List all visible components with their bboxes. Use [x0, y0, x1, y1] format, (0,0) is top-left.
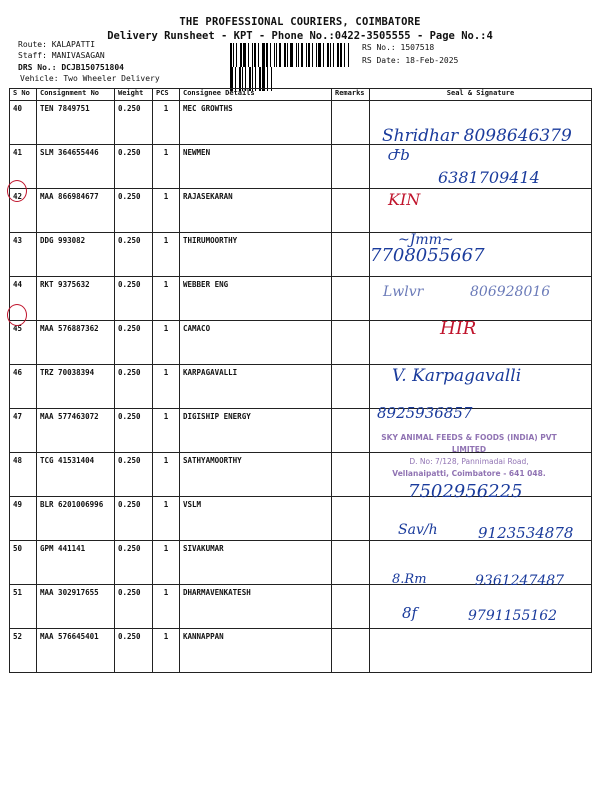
cell-consignee: KANNAPPAN — [180, 629, 332, 673]
cell-weight: 0.250 — [115, 365, 153, 409]
cell-consignment: MAA 577463072 — [37, 409, 115, 453]
rs-number: RS No.: 1507518 — [362, 43, 435, 52]
cell-remarks — [332, 189, 370, 233]
cell-remarks — [332, 453, 370, 497]
barcode-bar — [284, 43, 286, 67]
cell-sno: 52 — [10, 629, 37, 673]
barcode-bar — [340, 43, 342, 67]
mark-row45: HIR — [440, 318, 477, 339]
cell-sno: 43 — [10, 233, 37, 277]
cell-pcs: 1 — [153, 233, 180, 277]
header-remarks: Remarks — [332, 89, 370, 101]
barcode-bar — [276, 43, 277, 67]
route-label: Route: KALAPATTI — [18, 40, 96, 49]
scribble-row51: 8.Rm — [392, 572, 427, 587]
initials-row41: Ժb — [388, 146, 410, 164]
cell-consignment: TRZ 70038394 — [37, 365, 115, 409]
barcode-bar — [344, 43, 345, 67]
cell-consignment: BLR 6201006996 — [37, 497, 115, 541]
cell-pcs: 1 — [153, 497, 180, 541]
runsheet-title: Delivery Runsheet - KPT - Phone No.:0422-3505555 - Page No.:4 — [107, 30, 493, 42]
phone-row43: 7708055667 — [370, 245, 485, 266]
cell-weight: 0.250 — [115, 541, 153, 585]
cell-weight: 0.250 — [115, 321, 153, 365]
signature-row46: V. Karpagavalli — [392, 366, 522, 386]
barcode-bar — [274, 43, 275, 67]
phone-row50: 9123534878 — [478, 524, 574, 542]
drs-label: DRS No.: DCJB150751804 — [18, 63, 124, 72]
signature-row41: Shridhar 8098646379 — [382, 126, 572, 146]
header-consignee: Consignee Details — [180, 89, 332, 101]
circle-mark-row45 — [7, 304, 27, 326]
cell-weight: 0.250 — [115, 629, 153, 673]
mark-row42: KIN — [388, 190, 421, 209]
barcode-bar — [296, 43, 297, 67]
cell-sno: 45 — [10, 321, 37, 365]
rs-date: RS Date: 18-Feb-2025 — [362, 56, 459, 65]
barcode-bar — [258, 43, 259, 67]
table-row — [10, 189, 592, 233]
cell-weight: 0.250 — [115, 145, 153, 189]
header-signature: Seal & Signature — [370, 89, 592, 101]
cell-sno: 46 — [10, 365, 37, 409]
barcode-bar — [252, 43, 253, 67]
barcode-bar — [254, 43, 256, 67]
cell-consignment: MAA 302917655 — [37, 585, 115, 629]
cell-consignee: VSLM — [180, 497, 332, 541]
barcode-bar — [298, 43, 299, 67]
barcode-bar — [306, 43, 307, 67]
cell-pcs: 1 — [153, 277, 180, 321]
cell-remarks — [332, 409, 370, 453]
cell-consignee: CAMACO — [180, 321, 332, 365]
cell-consignment: GPM 441141 — [37, 541, 115, 585]
scribble-row52: 8f — [402, 604, 418, 622]
barcode-bar — [262, 43, 265, 67]
cell-sno: 48 — [10, 453, 37, 497]
cell-remarks — [332, 233, 370, 277]
cell-signature — [370, 629, 592, 673]
cell-weight: 0.250 — [115, 233, 153, 277]
barcode-bar — [233, 43, 234, 67]
cell-remarks — [332, 101, 370, 145]
phone-row51: 9361247487 — [475, 573, 565, 589]
cell-remarks — [332, 277, 370, 321]
cell-consignment: MAA 576887362 — [37, 321, 115, 365]
cell-pcs: 1 — [153, 585, 180, 629]
cell-pcs: 1 — [153, 365, 180, 409]
barcode-bar — [316, 43, 317, 67]
phone-row47: 8925936857 — [377, 404, 473, 422]
cell-remarks — [332, 541, 370, 585]
cell-consignment: MAA 866984677 — [37, 189, 115, 233]
cell-consignee: SIVAKUMAR — [180, 541, 332, 585]
phone-row49: 7502956225 — [408, 481, 523, 502]
table-row — [10, 233, 592, 277]
cell-weight: 0.250 — [115, 585, 153, 629]
cell-signature — [370, 321, 592, 365]
cell-remarks — [332, 145, 370, 189]
barcode — [230, 43, 350, 67]
cell-sno: 42 — [10, 189, 37, 233]
scribble-row50: Sav/h — [398, 522, 438, 538]
cell-consignment: TCG 41531404 — [37, 453, 115, 497]
phone-row41: 6381709414 — [438, 168, 540, 187]
table-header-row — [10, 89, 592, 101]
stamp-line3: Vellanaipatti, Coimbatore - 641 048. — [392, 469, 546, 478]
stamp-line1: SKY ANIMAL FEEDS & FOODS (INDIA) PVT LIMITED — [381, 433, 557, 454]
cell-consignment: SLM 364655446 — [37, 145, 115, 189]
cell-sno: 44 — [10, 277, 37, 321]
phone-row52: 9791155162 — [468, 608, 558, 624]
cell-sno: 47 — [10, 409, 37, 453]
scribble-row44: Lwlvr — [383, 284, 424, 300]
cell-pcs: 1 — [153, 321, 180, 365]
cell-weight: 0.250 — [115, 409, 153, 453]
header-sno: S No — [10, 89, 37, 101]
company-title: THE PROFESSIONAL COURIERS, COIMBATORE — [179, 16, 421, 28]
header-weight: Weight — [115, 89, 153, 101]
barcode-bar — [318, 43, 321, 67]
cell-consignment: RKT 9375632 — [37, 277, 115, 321]
barcode-bar — [243, 43, 246, 67]
cell-sno: 41 — [10, 145, 37, 189]
cell-consignee: WEBBER ENG — [180, 277, 332, 321]
cell-consignee: THIRUMOORTHY — [180, 233, 332, 277]
cell-consignee: DIGISHIP ENERGY — [180, 409, 332, 453]
cell-pcs: 1 — [153, 101, 180, 145]
cell-consignee: MEC GROWTHS — [180, 101, 332, 145]
barcode-bar — [290, 43, 293, 67]
cell-sno: 49 — [10, 497, 37, 541]
barcode-bar — [266, 43, 268, 67]
cell-sno: 40 — [10, 101, 37, 145]
barcode-bar — [240, 43, 242, 67]
cell-consignee: KARPAGAVALLI — [180, 365, 332, 409]
cell-pcs: 1 — [153, 189, 180, 233]
barcode-bar — [308, 43, 310, 67]
cell-consignee: SATHYAMOORTHY — [180, 453, 332, 497]
cell-consignment: TEN 7849751 — [37, 101, 115, 145]
cell-weight: 0.250 — [115, 497, 153, 541]
cell-consignment: MAA 576645401 — [37, 629, 115, 673]
barcode-bar — [348, 43, 349, 67]
staff-label: Staff: MANIVASAGAN — [18, 51, 105, 60]
cell-weight: 0.250 — [115, 453, 153, 497]
cell-weight: 0.250 — [115, 101, 153, 145]
barcode-bar — [236, 43, 237, 67]
barcode-bar — [337, 43, 339, 67]
cell-remarks — [332, 585, 370, 629]
cell-sno: 51 — [10, 585, 37, 629]
cell-weight: 0.250 — [115, 277, 153, 321]
cell-pcs: 1 — [153, 409, 180, 453]
cell-consignee: DHARMAVENKATESH — [180, 585, 332, 629]
barcode-bar — [279, 43, 281, 67]
barcode-bar — [301, 43, 303, 67]
cell-remarks — [332, 321, 370, 365]
cell-pcs: 1 — [153, 145, 180, 189]
vehicle-label: Vehicle: Two Wheeler Delivery — [20, 74, 160, 83]
table-row — [10, 321, 592, 365]
barcode-bar — [333, 43, 334, 67]
barcode-bar — [270, 43, 271, 67]
barcode-bar — [287, 43, 288, 67]
cell-weight: 0.250 — [115, 189, 153, 233]
barcode-bar — [330, 43, 331, 67]
cell-remarks — [332, 497, 370, 541]
cell-sno: 50 — [10, 541, 37, 585]
cell-remarks — [332, 365, 370, 409]
barcode-bar — [323, 43, 324, 67]
cell-remarks — [332, 629, 370, 673]
header-consignment: Consignment No — [37, 89, 115, 101]
cell-pcs: 1 — [153, 629, 180, 673]
phone-row44: 806928016 — [470, 284, 551, 300]
header-pcs: PCS — [153, 89, 180, 101]
barcode-bar — [312, 43, 313, 67]
barcode-bar — [327, 43, 329, 67]
company-stamp — [374, 432, 564, 478]
barcode-bar — [248, 43, 249, 67]
cell-pcs: 1 — [153, 453, 180, 497]
scribble-row43: ~Jmm~ — [398, 232, 454, 248]
cell-pcs: 1 — [153, 541, 180, 585]
circle-mark-row42 — [7, 180, 27, 202]
cell-consignment: DDG 993082 — [37, 233, 115, 277]
stamp-line2: D. No: 7/128, Pannimadai Road, — [409, 457, 529, 466]
barcode-bar — [230, 43, 232, 67]
table-row — [10, 629, 592, 673]
cell-consignee: RAJASEKARAN — [180, 189, 332, 233]
cell-consignee: NEWMEN — [180, 145, 332, 189]
